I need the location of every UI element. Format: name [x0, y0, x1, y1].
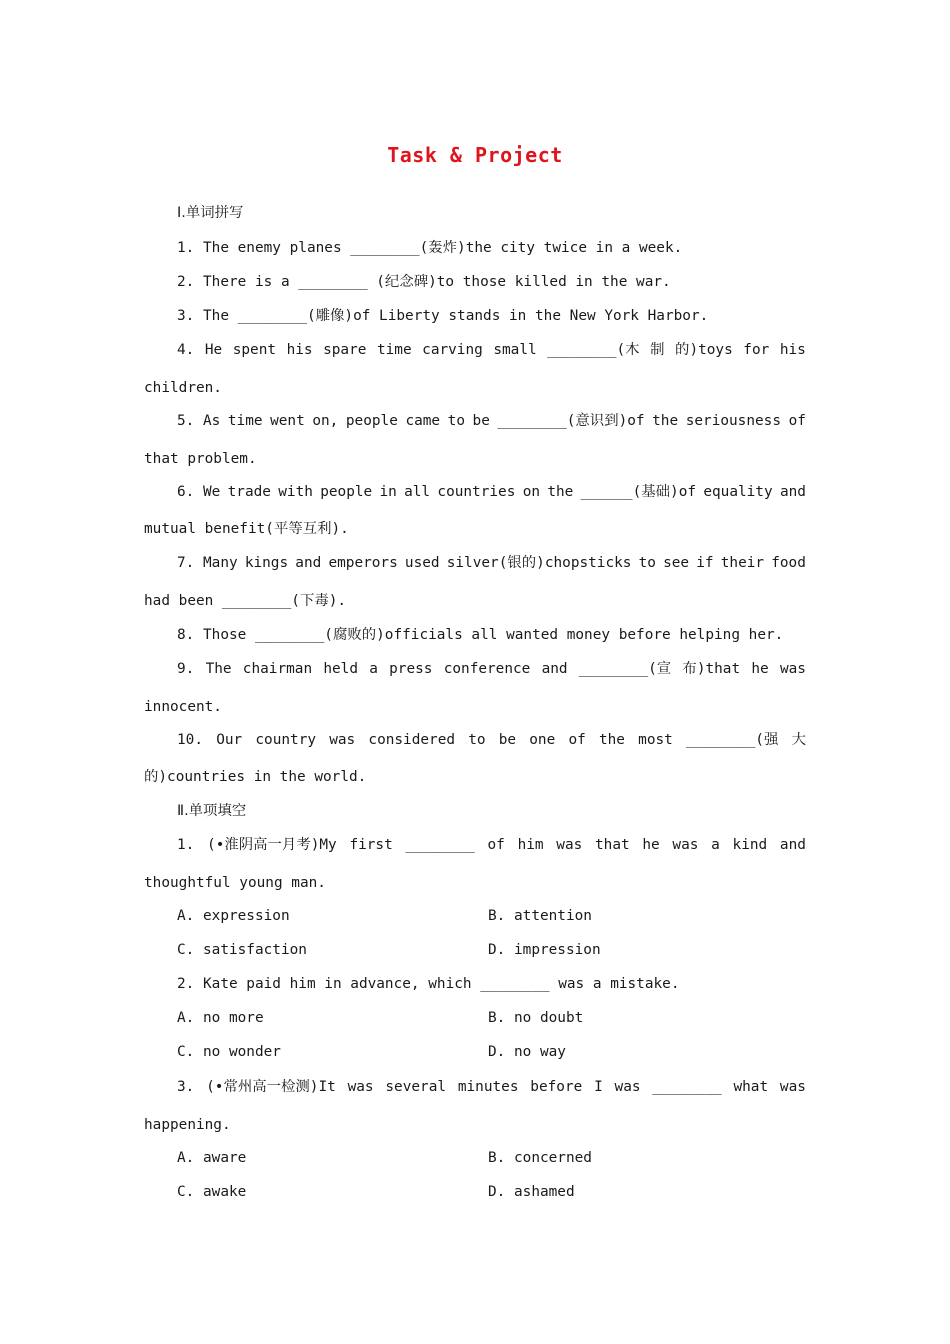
- word: his: [779, 342, 806, 358]
- word: 制: [650, 342, 665, 358]
- word: ________(意识到)of: [497, 413, 645, 429]
- word: the: [547, 484, 574, 500]
- word: went: [270, 413, 305, 429]
- word: (•常州高一检测)It: [206, 1079, 336, 1095]
- word: ________(宣: [578, 661, 672, 677]
- word: time: [227, 413, 263, 429]
- word: people: [345, 413, 398, 429]
- option-2-2-c: C. no wonder: [177, 1044, 281, 1060]
- word: to: [638, 555, 656, 571]
- word: was: [672, 837, 699, 853]
- word: (•淮阴高一月考)My: [207, 837, 337, 853]
- word: 7. Many: [177, 555, 238, 571]
- word: with: [278, 484, 313, 500]
- word: kind: [732, 837, 768, 853]
- word: 4.: [177, 342, 195, 358]
- word: 的)toys: [675, 342, 733, 358]
- word: several: [385, 1079, 447, 1095]
- word: he: [642, 837, 660, 853]
- word: most: [638, 732, 673, 748]
- word: ________(木: [547, 342, 640, 358]
- word: was: [614, 1079, 641, 1095]
- word: chairman: [242, 661, 313, 677]
- word: I: [594, 1079, 603, 1095]
- word: 5. As: [177, 413, 221, 429]
- word: kings: [244, 555, 289, 571]
- word: 3.: [177, 1079, 195, 1095]
- word: the: [598, 732, 625, 748]
- option-2-3-b: B. concerned: [488, 1150, 592, 1166]
- word: the: [652, 413, 679, 429]
- word: and: [779, 837, 806, 853]
- word: was: [779, 661, 806, 677]
- question-1-5-line2: that problem.: [144, 451, 257, 467]
- word: used: [404, 555, 440, 571]
- word: one: [529, 732, 556, 748]
- word: was: [779, 1079, 806, 1095]
- word: he: [751, 661, 769, 677]
- word: 9.: [177, 661, 195, 677]
- word: time: [376, 342, 412, 358]
- word: 1.: [177, 837, 195, 853]
- word: 布)that: [682, 661, 741, 677]
- word: countries: [437, 484, 516, 500]
- document-title: Task & Project: [387, 143, 563, 167]
- word: ________: [652, 1079, 722, 1095]
- word: emperors: [328, 555, 398, 571]
- word: The: [205, 661, 232, 677]
- option-2-3-d: D. ashamed: [488, 1184, 575, 1200]
- word: 6. We: [177, 484, 221, 500]
- word: a: [711, 837, 720, 853]
- question-1-5-line1: [177, 411, 806, 431]
- word: and: [295, 555, 322, 571]
- question-2-1-line1: [177, 835, 806, 855]
- word: equality: [703, 484, 773, 500]
- option-2-1-a: A. expression: [177, 908, 290, 924]
- word: before: [530, 1079, 583, 1095]
- option-2-2-d: D. no way: [488, 1044, 566, 1060]
- word: a: [369, 661, 378, 677]
- word: him: [517, 837, 544, 853]
- word: of: [487, 837, 505, 853]
- option-2-1-d: D. impression: [488, 942, 601, 958]
- question-1-2: 2. There is a ________ (纪念碑)to those killed in the war.: [177, 274, 671, 290]
- question-1-7-line2: had been ________(下毒).: [144, 593, 347, 609]
- question-1-6-line2: mutual benefit(平等互利).: [144, 521, 349, 537]
- word: in: [379, 484, 397, 500]
- word: 大: [791, 732, 806, 748]
- word: trade: [227, 484, 271, 500]
- word: to: [468, 732, 486, 748]
- word: and: [541, 661, 568, 677]
- question-1-3: 3. The ________(雕像)of Liberty stands in the New York Harbor.: [177, 308, 709, 324]
- word: Our: [216, 732, 243, 748]
- word: his: [286, 342, 313, 358]
- word: of: [788, 413, 806, 429]
- word: all: [404, 484, 431, 500]
- word: ________(强: [686, 732, 779, 748]
- word: country: [255, 732, 317, 748]
- question-1-7-line1: [177, 553, 806, 573]
- word: was: [347, 1079, 374, 1095]
- word: first: [349, 837, 393, 853]
- word: that: [595, 837, 630, 853]
- word: carving: [422, 342, 483, 358]
- question-2-3-line1: [177, 1077, 806, 1097]
- question-2-1-line2: thoughtful young man.: [144, 875, 326, 891]
- word: on: [522, 484, 541, 500]
- section-heading-2: Ⅱ.单项填空: [177, 803, 247, 819]
- word: held: [323, 661, 358, 677]
- word: and: [779, 484, 806, 500]
- option-2-3-c: C. awake: [177, 1184, 247, 1200]
- question-1-9-line1: [177, 659, 806, 679]
- question-2-2: 2. Kate paid him in advance, which ________ was a mistake.: [177, 976, 680, 992]
- question-2-3-line2: happening.: [144, 1117, 231, 1133]
- option-2-3-a: A. aware: [177, 1150, 247, 1166]
- word: on,: [312, 413, 339, 429]
- word: ________: [405, 837, 475, 853]
- word: what: [733, 1079, 769, 1095]
- word: seriousness: [685, 413, 782, 429]
- word: small: [493, 342, 537, 358]
- word: He: [204, 342, 223, 358]
- word: considered: [368, 732, 456, 748]
- word: 10.: [177, 732, 203, 748]
- word: silver(银的)chopsticks: [446, 555, 632, 571]
- word: was: [556, 837, 583, 853]
- question-1-9-line2: innocent.: [144, 699, 222, 715]
- question-1-10-line2: 的)countries in the world.: [144, 769, 367, 785]
- word: spent: [232, 342, 277, 358]
- word: conference: [443, 661, 531, 677]
- word: food: [771, 555, 806, 571]
- word: ______(基础)of: [580, 484, 697, 500]
- word: their: [720, 555, 765, 571]
- section-heading-1: Ⅰ.单词拼写: [177, 205, 244, 221]
- word: for: [743, 342, 770, 358]
- word: see: [663, 555, 690, 571]
- option-2-1-b: B. attention: [488, 908, 592, 924]
- question-1-4-line1: [177, 340, 806, 360]
- question-1-10-line1: [177, 730, 806, 750]
- question-1-8: 8. Those ________(腐败的)officials all wanted money before helping her.: [177, 627, 784, 643]
- option-2-2-b: B. no doubt: [488, 1010, 584, 1026]
- word: press: [389, 661, 433, 677]
- word: spare: [323, 342, 367, 358]
- word: was: [329, 732, 356, 748]
- option-2-1-c: C. satisfaction: [177, 942, 307, 958]
- option-2-2-a: A. no more: [177, 1010, 264, 1026]
- question-1-4-line2: children.: [144, 380, 222, 396]
- word: be: [498, 732, 517, 748]
- word: minutes: [457, 1079, 519, 1095]
- question-1-6-line1: [177, 482, 806, 502]
- word: of: [568, 732, 586, 748]
- question-1-1: 1. The enemy planes ________(轰炸)the city twice in a week.: [177, 240, 683, 256]
- word: be: [472, 413, 490, 429]
- word: if: [696, 555, 714, 571]
- word: people: [320, 484, 373, 500]
- word: came: [405, 413, 441, 429]
- word: to: [447, 413, 465, 429]
